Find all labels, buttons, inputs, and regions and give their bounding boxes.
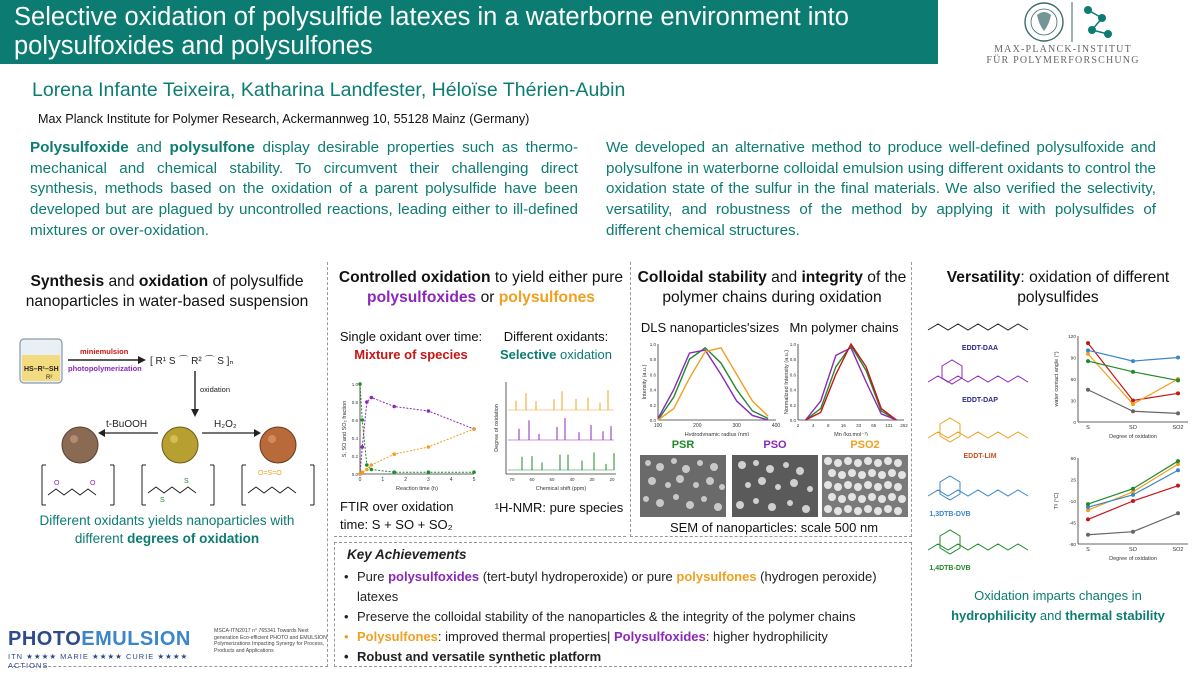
data-point xyxy=(365,463,369,467)
grant-info: MSCA-ITN2017 n° 765341 Towards Next generation Eco-efficient PHOTO and EMULSION Polymerizations Impacting Synergy for Process, Products and Applications xyxy=(214,628,327,654)
x-tick-label: 70 xyxy=(509,477,515,482)
x-tick-label: S xyxy=(1086,425,1090,431)
minerva-logo-icon xyxy=(1008,0,1128,44)
sem-pso-image xyxy=(732,455,818,517)
sem-psr: PSR xyxy=(640,455,726,517)
data-point xyxy=(370,463,374,467)
y-tick-label: 0.4 xyxy=(649,387,656,393)
data-point xyxy=(427,409,431,413)
single-oxidant-label: Single oxidant over time: Mixture of species xyxy=(339,329,483,362)
data-point xyxy=(1131,499,1135,503)
x-tick-label: 40 xyxy=(569,477,575,482)
svg-text:S: S xyxy=(160,497,165,504)
data-point xyxy=(1176,411,1180,415)
svg-text:miniemulsion: miniemulsion xyxy=(80,347,129,356)
x-tick-label: 131 xyxy=(885,423,893,428)
svg-text:O: O xyxy=(54,480,60,487)
data-point xyxy=(360,445,364,449)
y-tick-label: 0.2 xyxy=(789,402,796,408)
data-point xyxy=(358,382,362,386)
achievements-title: Key Achievements xyxy=(347,547,467,562)
y-tick-label: 0.0 xyxy=(649,418,656,423)
y-tick-label: 0.8 xyxy=(351,400,358,405)
colloidal-heading: Colloidal stability and integrity of the polymer chains during oxidation xyxy=(637,269,907,306)
y-tick-label: 0.2 xyxy=(351,454,358,459)
sem-pso2: PSO2 xyxy=(822,455,908,517)
x-tick-label: 16 xyxy=(840,423,846,428)
y-tick-label: 0 xyxy=(1073,421,1076,426)
data-point xyxy=(1131,402,1135,406)
y-axis-label: Intensity (a.u.) xyxy=(642,364,648,400)
data-point xyxy=(1086,348,1090,352)
data-point xyxy=(427,445,431,449)
achievement-item: • Pure polysulfoxides (tert-butyl hydroperoxide) or pure polysulfones (hydrogen peroxide) latexes xyxy=(343,567,903,607)
data-point xyxy=(365,468,369,472)
versatility-heading: Versatility: oxidation of different polysulfides xyxy=(946,269,1170,306)
photoemulsion-logo: PHOTOEMULSION ITN ★★★★ MARIE ★★★★ CURIE ★★★★ ACTIONS xyxy=(8,628,191,670)
y-tick-label: 60 xyxy=(1070,378,1076,383)
data-point xyxy=(392,452,396,456)
svg-text:H₂O₂: H₂O₂ xyxy=(214,419,237,430)
data-point xyxy=(472,427,476,431)
structure-backbone xyxy=(928,324,1028,330)
x-axis-label: Mn (kg.mol⁻¹) xyxy=(834,432,868,436)
ring-icon xyxy=(940,476,960,500)
data-point xyxy=(1131,370,1135,374)
intro-right: We developed an alternative method to produce well-defined polysulfoxide and polysulfone in waterborne colloidal emulsion using different oxidants to control the oxidation state of the sulfur in the final materials. We also verified the selectivity, versatility, and robustness of the method by applying it with polysulfides of different chemical structures. xyxy=(606,139,1156,239)
y-tick-label: 0.0 xyxy=(351,472,358,477)
series-line xyxy=(806,346,897,420)
x-tick-label: SO xyxy=(1129,547,1137,553)
dls-chart xyxy=(640,340,780,436)
y-tick-label: 1.0 xyxy=(351,382,358,387)
y-tick-label: 120 xyxy=(1067,335,1076,340)
data-point xyxy=(1086,533,1090,537)
series-line xyxy=(360,429,474,474)
x-tick-label: 4 xyxy=(811,423,815,428)
y-tick-label: 0.6 xyxy=(789,372,796,378)
structure-backbone xyxy=(928,432,1028,438)
x-tick-label: 100 xyxy=(653,423,663,429)
y-tick-label: 0.6 xyxy=(351,418,358,423)
x-tick-label: 2 xyxy=(796,423,800,428)
data-point xyxy=(360,418,364,422)
x-tick-label: 200 xyxy=(693,423,702,429)
data-point xyxy=(1086,341,1090,345)
data-point xyxy=(1176,468,1180,472)
data-point xyxy=(1131,493,1135,497)
data-point xyxy=(370,396,374,400)
data-point xyxy=(1131,359,1135,363)
y-axis-label: Normalized Intensity (a.u.) xyxy=(784,349,790,415)
x-axis-label: Degree of oxidation xyxy=(1109,556,1157,562)
x-axis-label: Chemical shift (ppm) xyxy=(535,486,587,492)
structure-label: EDDT-DAA xyxy=(961,345,999,352)
y-tick-label: 60 xyxy=(1070,457,1076,462)
x-tick-label: 50 xyxy=(549,477,555,482)
ring-icon xyxy=(940,530,960,554)
sem-pso2-image xyxy=(822,455,908,517)
y-tick-label: 1.0 xyxy=(789,342,796,347)
x-tick-label: 20 xyxy=(609,477,615,482)
poster-title: Selective oxidation of polysulfide latexes in a waterborne environment into polysulfoxides and polysulfones xyxy=(14,3,849,60)
data-point xyxy=(1131,487,1135,491)
x-tick-label: 0 xyxy=(358,477,362,483)
y-tick-label: 0.6 xyxy=(649,372,656,378)
data-point xyxy=(1131,409,1135,413)
title-banner xyxy=(0,0,938,64)
wca-chart xyxy=(1052,330,1196,448)
y-axis-label: Tᵍ (°C) xyxy=(1054,492,1060,510)
structure-label: 1,3DTB-DVB xyxy=(929,511,971,518)
svg-text:HS–R¹–SH: HS–R¹–SH xyxy=(24,366,59,373)
synthesis-scheme xyxy=(10,325,326,510)
data-point xyxy=(1176,378,1180,382)
dls-title: DLS nanoparticles'sizes xyxy=(640,320,780,335)
polysulfide-structures xyxy=(920,312,1052,582)
structure-label: 1,4DTB-DVB xyxy=(929,565,971,572)
data-point xyxy=(1176,511,1180,515)
svg-text:O=S=O: O=S=O xyxy=(258,470,282,477)
x-tick-label: 60 xyxy=(529,477,535,482)
x-tick-label: SO2 xyxy=(1172,425,1184,431)
x-tick-label: 2 xyxy=(404,477,407,483)
data-point xyxy=(1086,517,1090,521)
svg-text:photopolymerization: photopolymerization xyxy=(68,364,142,373)
synthesis-heading: Synthesis and oxidation of polysulfide nanoparticles in water-based suspension xyxy=(25,273,309,310)
svg-text:O: O xyxy=(90,480,96,487)
data-point xyxy=(472,470,476,474)
structure-backbone xyxy=(928,544,1028,550)
nmr-caption: ¹H-NMR: pure species xyxy=(494,500,624,515)
data-point xyxy=(360,470,364,474)
key-achievements xyxy=(334,542,912,667)
series-line xyxy=(360,384,474,472)
achievement-item: • Preserve the colloidal stability of the nanoparticles & the integrity of the polymer chains xyxy=(343,607,903,627)
data-point xyxy=(1131,530,1135,534)
achievement-item: • Robust and versatile synthetic platform xyxy=(343,647,903,667)
synthesis-caption: Different oxidants yields nanoparticles with different degrees of oxidation xyxy=(39,513,295,546)
x-tick-label: 30 xyxy=(589,477,595,482)
ring-icon xyxy=(940,418,960,442)
x-tick-label: 33 xyxy=(856,423,862,428)
intro-left: Polysulfoxide and polysulfone display desirable properties such as thermo-mechanical and chemical stability. To circumvent their challenging direct synthesis, methods based on the oxidation of a parent polysulfide have been developed but are plagued by uncontrolled reactions, leading either to ill-defined mixtures or over-oxidation. xyxy=(30,139,579,239)
x-tick-label: 8 xyxy=(827,423,830,428)
series-line xyxy=(806,344,897,420)
x-tick-label: 5 xyxy=(472,477,476,483)
data-point xyxy=(1086,352,1090,356)
ftir-caption: FTIR over oxidation time: S + SO + SO₂ xyxy=(340,499,454,532)
y-axis-label: water contact angle (°) xyxy=(1054,351,1060,407)
y-tick-label: 30 xyxy=(1070,399,1076,405)
y-tick-label: 0.4 xyxy=(789,387,796,393)
x-axis-label: Degree of oxidation xyxy=(1109,434,1157,440)
svg-text:t-BuOOH: t-BuOOH xyxy=(106,419,148,430)
x-tick-label: S xyxy=(1086,547,1090,553)
data-point xyxy=(427,470,431,474)
data-point xyxy=(1176,391,1180,395)
nmr-chart xyxy=(492,378,620,496)
x-tick-label: SO xyxy=(1129,425,1137,431)
y-tick-label: -10 xyxy=(1069,500,1076,505)
y-tick-label: -45 xyxy=(1069,521,1076,527)
y-tick-label: 1.0 xyxy=(649,342,656,347)
different-oxidants-label: Different oxidants: Selective oxidation xyxy=(499,329,613,362)
svg-text:oxidation: oxidation xyxy=(200,385,231,394)
data-point xyxy=(392,470,396,474)
x-tick-label: 400 xyxy=(771,423,780,429)
y-axis-label: S, SO and SO₂ fraction xyxy=(342,400,348,458)
controlled-oxidation-heading: Controlled oxidation to yield either pure polysulfoxides or polysulfones xyxy=(338,269,624,306)
y-tick-label: 25 xyxy=(1070,478,1076,484)
ftir-chart xyxy=(340,378,478,496)
data-point xyxy=(1086,359,1090,363)
achievements-list xyxy=(343,567,903,667)
series-line xyxy=(1088,461,1178,504)
y-tick-label: 0.2 xyxy=(649,402,656,408)
y-tick-label: 0.4 xyxy=(351,436,358,441)
svg-text:R²: R² xyxy=(46,375,53,381)
x-tick-label: 262 xyxy=(900,423,908,428)
mn-title: Mn polymer chains xyxy=(789,320,899,335)
authors: Lorena Infante Teixeira, Katharina Landfester, Héloïse Thérien-Aubin xyxy=(32,79,626,101)
x-tick-label: 4 xyxy=(449,477,453,483)
versatility-caption: Oxidation imparts changes in hydrophilicity and thermal stability xyxy=(951,588,1165,623)
institute-logo xyxy=(948,0,1178,66)
tg-chart xyxy=(1052,452,1196,570)
institute-name: MAX-PLANCK-INSTITUT FÜR POLYMERFORSCHUNG xyxy=(986,44,1140,66)
data-point xyxy=(365,400,369,404)
data-point xyxy=(1176,356,1180,360)
data-point xyxy=(1176,484,1180,488)
structure-label: EDDT-LIM xyxy=(963,453,997,460)
data-point xyxy=(1086,502,1090,506)
x-tick-label: 1 xyxy=(381,477,385,483)
data-point xyxy=(370,468,374,472)
y-tick-label: 90 xyxy=(1070,356,1076,362)
sem-caption: SEM of nanoparticles: scale 500 nm xyxy=(669,520,879,535)
mn-chart xyxy=(782,340,908,436)
x-axis-label: Hydrodynamic radius (nm) xyxy=(684,432,750,436)
y-axis-label: Degree of oxidation xyxy=(494,404,500,452)
structure-backbone xyxy=(928,490,1028,496)
affiliation: Max Planck Institute for Polymer Research, Ackermannweg 10, 55128 Mainz (Germany) xyxy=(38,112,530,126)
y-tick-label: 0.8 xyxy=(789,357,796,363)
y-tick-label: 0.8 xyxy=(649,357,656,363)
data-point xyxy=(1086,388,1090,392)
y-tick-label: -80 xyxy=(1069,543,1076,548)
x-tick-label: 3 xyxy=(427,477,430,483)
sem-pso: PSO xyxy=(732,455,818,517)
x-axis-label: Reaction time (h) xyxy=(396,486,438,492)
sem-psr-image xyxy=(640,455,726,517)
y-tick-label: 0.0 xyxy=(789,418,796,423)
svg-text:[ R¹ S ⌒ R² ⌒ S ]ₙ: [ R¹ S ⌒ R² ⌒ S ]ₙ xyxy=(150,356,234,367)
data-point xyxy=(1176,459,1180,463)
x-tick-label: 65 xyxy=(871,423,877,428)
series-line xyxy=(658,348,768,420)
structure-label: EDDT-DAP xyxy=(962,397,998,404)
achievement-item: • Polysulfones: improved thermal properties| Polysulfoxides: higher hydrophilicity xyxy=(343,627,903,647)
data-point xyxy=(392,405,396,409)
x-tick-label: 300 xyxy=(732,423,741,429)
svg-text:S: S xyxy=(184,478,189,485)
x-tick-label: SO2 xyxy=(1172,547,1184,553)
